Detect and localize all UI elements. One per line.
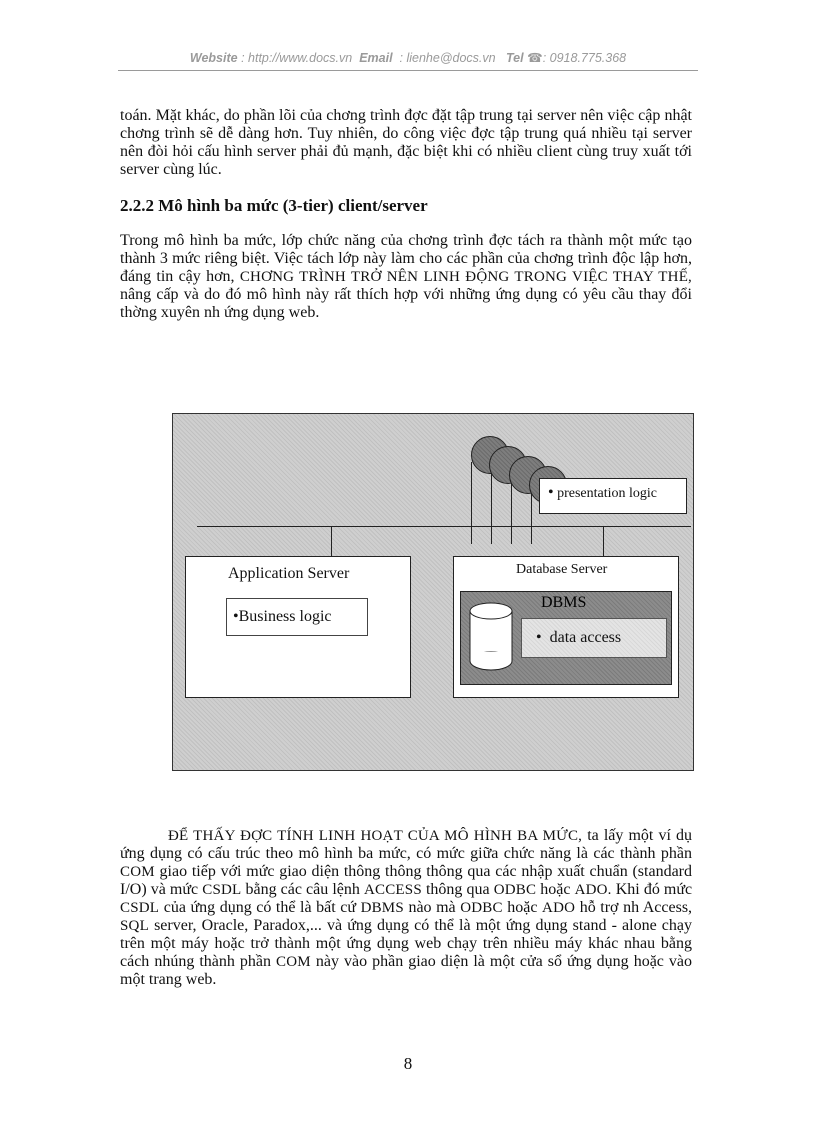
- client-connector-2: [491, 472, 492, 544]
- para3-term: SQL: [120, 918, 149, 934]
- paragraph-intro: toán. Mặt khác, do phần lõi của chơng trình đợc đặt tập trung tại server nên việc cập nhật chơng trình sẽ dễ dàng hơn. Tuy nhiên, do công việc đợc tập trung quá nhiều tại server nên đòi hỏi cấu hình server phải đủ mạnh, đặc biệt khi có nhiều client cùng truy xuất tới server cùng lúc.: [120, 107, 692, 178]
- client-connector-3: [511, 482, 512, 544]
- tel-value: : 0918.775.368: [542, 51, 627, 65]
- para2-text-a: Trong mô hình ba mức, lớp chức năng của chơng trình đợc tách ra thành một mức tạo thành 3 mức riêng biệt. Việc tách lớp này làm cho các phần của chơng trình độc lập hơn, đáng tin cậy hơn,: [120, 232, 692, 285]
- paragraph-three-tier: [120, 232, 692, 322]
- para3-term: COM: [276, 954, 311, 970]
- para3-term: ODBC: [493, 882, 537, 898]
- para3-text: Khi đó mức: [615, 881, 693, 898]
- website-label: Website: [189, 51, 238, 65]
- para3-caps-intro: ĐỂ THẤY ĐỢC TÍNH LINH HOẠT CỦA MÔ HÌNH BA MỨC,: [168, 828, 583, 844]
- network-bus: [197, 526, 691, 527]
- para3-term: ACCESS: [363, 882, 422, 898]
- dbms-box: [460, 591, 672, 685]
- para3-term: COM: [120, 864, 155, 880]
- email-label: Email: [359, 51, 393, 65]
- para3-term: ADO.: [574, 882, 612, 898]
- section-heading: 2.2.2 Mô hình ba mức (3-tier) client/server: [120, 196, 428, 215]
- para2-caps: CHƠNG TRÌNH TRỞ NÊN LINH ĐỘNG TRONG VIỆC THAY THẾ,: [239, 269, 693, 285]
- application-server-label: Application Server: [228, 565, 350, 582]
- data-access-box: [521, 618, 667, 658]
- para3-text: server, Oracle, Paradox,... và ứng dụng có thể là một ứng dụng stand - alone chạy trên một máy hoặc trở thành một ứng dụng web chạy trên nhiều máy khác nhau bằng cách nhúng thành phần: [120, 917, 693, 970]
- para3-text: nào mà: [408, 899, 456, 916]
- para3-text: hoặc: [507, 899, 538, 916]
- presentation-logic-box: [539, 478, 687, 514]
- page-number: 8: [403, 1054, 413, 1073]
- email-value: : lienhe@docs.vn: [399, 51, 496, 65]
- business-logic-label: •Business logic: [233, 608, 332, 625]
- para3-text: này vào phần giao diện là một cửa sổ ứng dụng hoặc vào một trang web.: [120, 953, 693, 988]
- database-server-label: Database Server: [516, 562, 608, 577]
- app-server-connector: [331, 526, 332, 558]
- para3-text: hỗ trợ nh Access,: [579, 899, 693, 916]
- business-logic-box: [226, 598, 368, 636]
- db-server-connector: [603, 526, 604, 558]
- tel-label: Tel: [506, 51, 524, 65]
- data-access-label: • data access: [536, 629, 622, 646]
- para3-text: bằng các câu lệnh: [245, 881, 360, 898]
- header-divider: [118, 70, 698, 71]
- para3-term: DBMS: [360, 900, 404, 916]
- client-connector-4: [531, 492, 532, 544]
- phone-icon: ☎: [527, 51, 543, 65]
- database-server-box: [453, 556, 679, 698]
- application-server-box: [185, 556, 411, 698]
- client-connector-1: [471, 462, 472, 544]
- para2-text-b: nâng cấp và do đó mô hình này rất thích hợp với những ứng dụng có yêu cầu thay đổi thờng xuyên nh ứng dụng web.: [120, 286, 692, 321]
- three-tier-diagram: [172, 413, 694, 771]
- para3-text: giao tiếp với mức giao diện thông thông thông qua các nhập xuất chuẩn (standard I/O) và mức: [120, 863, 693, 898]
- website-value: : http://www.docs.vn: [241, 51, 353, 65]
- paragraph-example: [120, 827, 692, 989]
- para3-text: của ứng dụng có thể là bất cứ: [163, 899, 356, 916]
- para3-term: CSDL: [120, 900, 160, 916]
- para3-text: ta lấy một ví dụ ứng dụng có cấu trúc theo mô hình ba mức, có mức giữa chức năng là các thành phần: [120, 827, 692, 862]
- para3-term: ADO: [542, 900, 576, 916]
- page-header: [118, 50, 698, 65]
- presentation-logic-label: • presentation logic: [548, 484, 658, 501]
- para3-term: ODBC: [460, 900, 503, 916]
- para3-text: hoặc: [540, 881, 571, 898]
- dbms-label: DBMS: [541, 594, 587, 611]
- para3-term: CSDL: [202, 882, 242, 898]
- database-cylinder-icon: [469, 602, 513, 672]
- para3-text: thông qua: [425, 881, 490, 898]
